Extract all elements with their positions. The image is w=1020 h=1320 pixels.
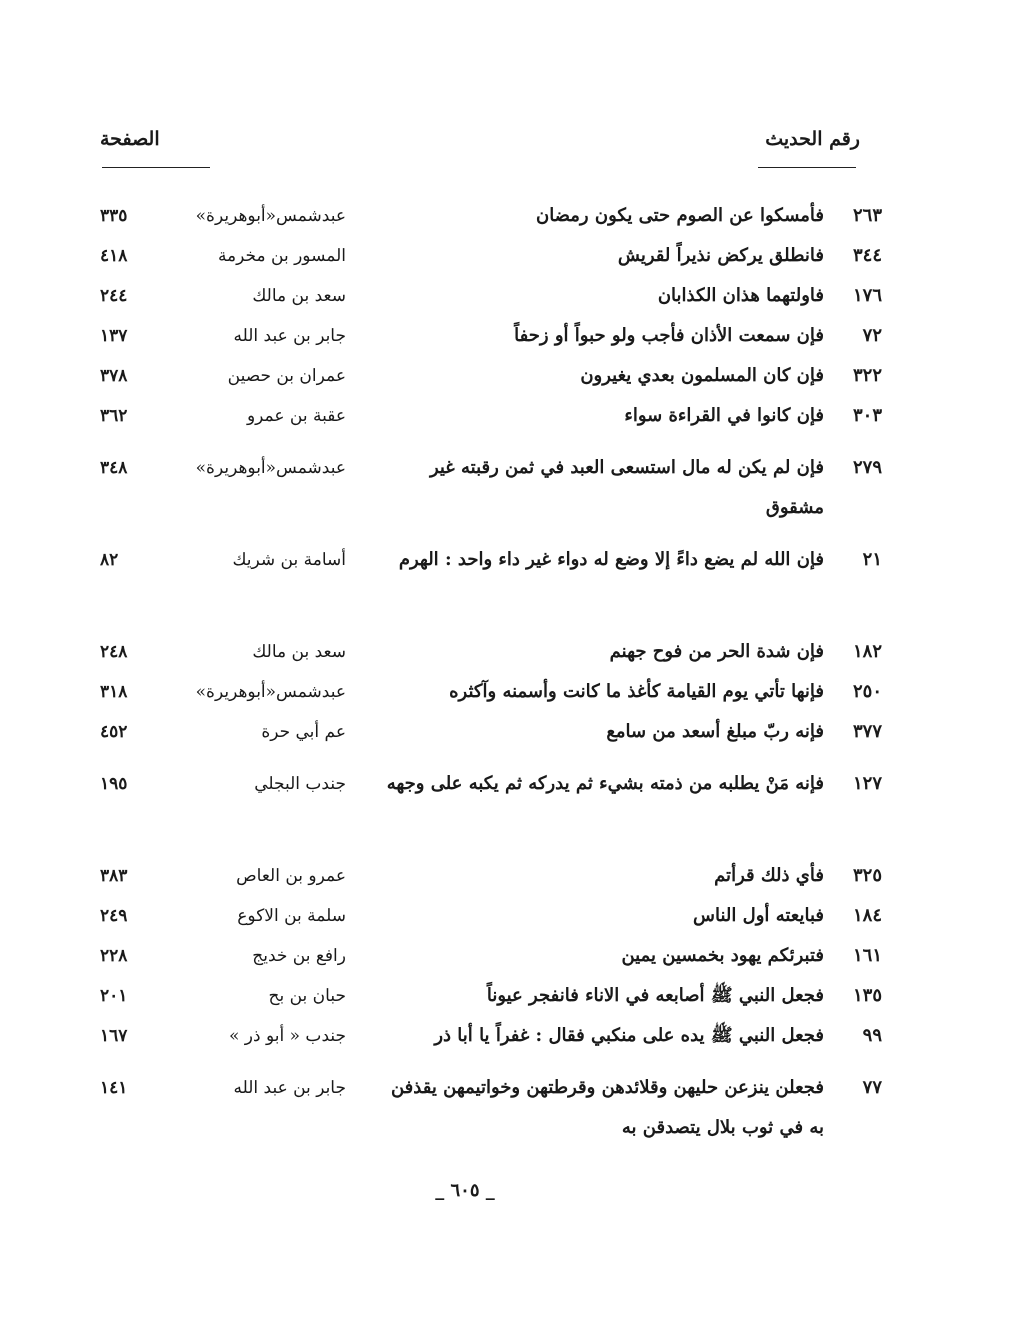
page-number: ٣٧٨ xyxy=(100,366,128,386)
hadith-text: فبايعته أول الناس xyxy=(693,905,824,926)
index-row xyxy=(0,356,1020,396)
narrator: جندب « أبو ذر » xyxy=(229,1026,346,1046)
page-number: ٢٤٤ xyxy=(100,286,128,306)
hadith-number: ٢٥٠ xyxy=(852,681,882,702)
hadith-text: فجعل النبي ﷺ أصابعه في الاناء فانفجر عيوناً xyxy=(486,985,824,1006)
page-number: ٢٤٨ xyxy=(100,642,128,662)
narrator: عبدشمس«أبوهريرة» xyxy=(195,458,346,478)
index-row xyxy=(0,976,1020,1016)
hadith-text: فإن سمعت الأذان فأجب ولو حبواً أو زحفاً xyxy=(514,325,824,346)
page-number: ٤١٨ xyxy=(100,246,128,266)
page-number: ٢٤٩ xyxy=(100,906,128,926)
page-number: ١٦٧ xyxy=(100,1026,128,1046)
hadith-number: ٣٤٤ xyxy=(852,245,882,266)
hadith-text: فإنه مَنْ يطلبه من ذمته بشيء ثم يدركه ثم يكبه على وجهه xyxy=(386,773,824,794)
narrator: جندب البجلي xyxy=(254,774,346,794)
index-row xyxy=(0,276,1020,316)
narrator: عمران بن حصين xyxy=(227,366,346,386)
index-row xyxy=(0,316,1020,356)
narrator: رافع بن خديج xyxy=(252,946,346,966)
narrator: أسامة بن شريك xyxy=(232,550,346,570)
hadith-text: فإنه ربّ مبلغ أسعد من سامع xyxy=(606,721,824,742)
index-row xyxy=(0,196,1020,236)
hadith-text: فإنها تأتي يوم القيامة كأغذ ما كانت وأسمنه وآكثره xyxy=(449,681,824,702)
narrator: سعد بن مالك xyxy=(252,286,346,306)
hadith-text: فتبرئكم يهود بخمسين يمين xyxy=(621,945,824,966)
narrator: عم أبي حرة xyxy=(261,722,346,742)
narrator: عبدشمس«أبوهريرة» xyxy=(195,206,346,226)
index-row xyxy=(0,1068,1020,1148)
hadith-text: فإن الله لم يضع داءً إلا وضع له دواء غير داء واحد : الهرم xyxy=(398,549,824,570)
narrator: جابر بن عبد الله xyxy=(233,326,346,346)
page-number: ١٩٥ xyxy=(100,774,128,794)
hadith-text: فأمسكوا عن الصوم حتى يكون رمضان xyxy=(535,205,824,226)
narrator: المسور بن مخرمة xyxy=(217,246,346,266)
page-number: ٤٥٢ xyxy=(100,722,128,742)
index-row xyxy=(0,540,1020,632)
page-number: ٢٢٨ xyxy=(100,946,128,966)
hadith-number: ٢٦٣ xyxy=(852,205,882,226)
index-row xyxy=(0,896,1020,936)
footer-page-number: _ ٦٠٥ _ xyxy=(435,1180,495,1201)
page-number: ٢٠١ xyxy=(100,986,128,1006)
index-row xyxy=(0,856,1020,896)
index-row xyxy=(0,936,1020,976)
narrator: عقبة بن عمرو xyxy=(246,406,346,426)
narrator: عبدشمس«أبوهريرة» xyxy=(195,682,346,702)
page-number: ٣٤٨ xyxy=(100,458,128,478)
hadith-number: ١٣٥ xyxy=(852,985,882,1006)
narrator: سعد بن مالك xyxy=(252,642,346,662)
hadith-number: ١٨٢ xyxy=(852,641,882,662)
hadith-number: ٣٠٣ xyxy=(852,405,882,426)
header-hadith-number: رقم الحديث xyxy=(765,128,860,150)
hadith-text: فإن لم يكن له مال استسعى العبد في ثمن رقبته غير مشقوق xyxy=(429,457,824,518)
hadith-number: ١٧٦ xyxy=(852,285,882,306)
page-number: ١٤١ xyxy=(100,1078,128,1098)
narrator: سلمة بن الاكوع xyxy=(237,906,346,926)
hadith-text: فإن كانوا في القراءة سواء xyxy=(624,405,824,426)
hadith-text: فأي ذلك قرأتم xyxy=(714,865,824,886)
hadith-number: ٢٧٩ xyxy=(852,457,882,478)
index-row xyxy=(0,396,1020,448)
index-table xyxy=(0,196,1020,1148)
page-number: ٣١٨ xyxy=(100,682,128,702)
hadith-number: ٧٢ xyxy=(862,325,882,346)
hadith-number: ١٦١ xyxy=(852,945,882,966)
hadith-text: فاولتهما هذان الكذابان xyxy=(657,285,824,306)
hadith-text: فجعل النبي ﷺ يده على منكبي فقال : غفراً يا أبا ذر xyxy=(434,1025,824,1046)
hadith-number: ٩٩ xyxy=(862,1025,882,1046)
index-row xyxy=(0,632,1020,672)
index-row xyxy=(0,236,1020,276)
hadith-number: ٢١ xyxy=(862,549,882,570)
hadith-text: فإن كان المسلمون بعدي يغيرون xyxy=(580,365,824,386)
header-underline-right xyxy=(758,167,856,168)
header-underline-left xyxy=(102,167,210,168)
hadith-text: فانطلق يركض نذيراً لقريش xyxy=(617,245,824,266)
page-number: ٣٨٣ xyxy=(100,866,128,886)
hadith-number: ١٢٧ xyxy=(852,773,882,794)
index-row xyxy=(0,1016,1020,1068)
hadith-number: ٣٢٢ xyxy=(852,365,882,386)
hadith-number: ١٨٤ xyxy=(852,905,882,926)
page-number: ٣٦٢ xyxy=(100,406,128,426)
hadith-text: فجعلن ينزعن حليهن وقلائدهن وقرطتهن وخواتيمهن يقذفن به في ثوب بلال يتصدقن به xyxy=(390,1077,824,1138)
hadith-number: ٣٧٧ xyxy=(852,721,882,742)
narrator: جابر بن عبد الله xyxy=(233,1078,346,1098)
narrator: عمرو بن العاص xyxy=(236,866,346,886)
hadith-number: ٣٢٥ xyxy=(852,865,882,886)
narrator: حبان بن بح xyxy=(268,986,346,1006)
index-row xyxy=(0,764,1020,856)
page-number: ١٣٧ xyxy=(100,326,128,346)
index-row xyxy=(0,672,1020,712)
index-row xyxy=(0,712,1020,764)
page-number: ٨٢ xyxy=(100,550,119,570)
hadith-text: فإن شدة الحر من فوح جهنم xyxy=(609,641,824,662)
page-number: ٣٣٥ xyxy=(100,206,128,226)
hadith-number: ٧٧ xyxy=(862,1077,882,1098)
header-page: الصفحة xyxy=(100,128,160,150)
index-row xyxy=(0,448,1020,540)
